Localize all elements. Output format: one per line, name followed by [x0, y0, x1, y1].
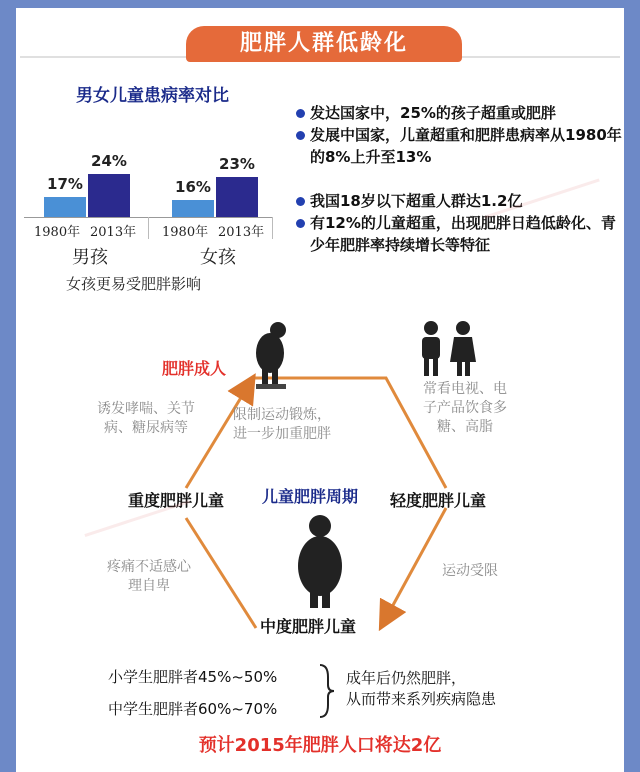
- chart-title: 男女儿童患病率对比: [76, 86, 229, 106]
- node-mild-obese-child: 轻度肥胖儿童: [390, 491, 487, 510]
- bar-girls-1980: [172, 200, 214, 218]
- page-title: 肥胖人群低龄化: [186, 26, 462, 62]
- note-adult-diseases: 诱发哮喘、关节病、糖尿病等: [97, 401, 195, 436]
- x-tick-label: 2013年: [218, 225, 265, 240]
- node-moderate-obese-child: 中度肥胖儿童: [260, 617, 357, 636]
- cycle-center-label: 儿童肥胖周期: [262, 487, 359, 506]
- fact-item: 发达国家中，25%的孩子超重或肥胖: [296, 102, 624, 124]
- bullet-icon: [296, 219, 305, 228]
- bar-girls-2013: [216, 177, 258, 218]
- note-exercise-limited: 运动受限: [442, 563, 498, 579]
- x-tick-label: 1980年: [162, 225, 209, 240]
- x-tick-label: 2013年: [90, 225, 137, 240]
- axis-tick: [148, 217, 149, 239]
- note-psychology: 疼痛不适感心理自卑: [107, 559, 191, 594]
- fact-item: 发展中国家，儿童超重和肥胖患病率从1980年的8%上升至13%: [296, 124, 624, 168]
- bullet-icon: [296, 197, 305, 206]
- bar-value-label: 16%: [175, 178, 211, 196]
- brace-icon: [316, 663, 338, 719]
- primary-school-rate: 小学生肥胖者45%~50%: [108, 668, 278, 686]
- bar-boys-2013: [88, 174, 130, 218]
- cycle-diagram: [16, 308, 624, 648]
- axis-tick: [272, 217, 273, 239]
- note-exercise-limit: 限制运动锻炼，进一步加重肥胖: [233, 407, 331, 442]
- fact-list: [296, 102, 624, 256]
- group-label-boys: 男孩: [72, 247, 108, 268]
- chart-note: 女孩更易受肥胖影响: [66, 275, 202, 293]
- x-tick-label: 1980年: [34, 225, 81, 240]
- group-label-girls: 女孩: [200, 247, 236, 268]
- fact-item: 有12%的儿童超重，出现肥胖日趋低龄化、青少年肥胖率持续增长等特征: [296, 212, 624, 256]
- children-icon: [422, 321, 476, 376]
- fact-item: 我国18岁以下超重人群达1.2亿: [296, 190, 624, 212]
- bar-boys-1980: [44, 197, 86, 218]
- obese-child-icon: [298, 515, 342, 608]
- node-severe-obese-child: 重度肥胖儿童: [128, 491, 225, 510]
- footer-forecast: 预计2015年肥胖人口将达2亿: [198, 735, 442, 756]
- note-habits: 常看电视、电子产品饮食多糖、高脂: [423, 381, 507, 435]
- middle-school-rate: 中学生肥胖者60%~70%: [108, 700, 278, 718]
- bullet-icon: [296, 131, 305, 140]
- bar-value-label: 24%: [91, 152, 127, 170]
- bar-chart: [16, 108, 276, 218]
- infographic-page: [16, 8, 624, 772]
- bullet-icon: [296, 109, 305, 118]
- node-obese-adult: 肥胖成人: [162, 359, 227, 378]
- cycle-edge-left-bottom: [186, 518, 256, 628]
- bar-value-label: 17%: [47, 175, 83, 193]
- bar-value-label: 23%: [219, 155, 255, 173]
- consequence-note: 成年后仍然肥胖， 从而带来系列疾病隐患: [346, 669, 497, 708]
